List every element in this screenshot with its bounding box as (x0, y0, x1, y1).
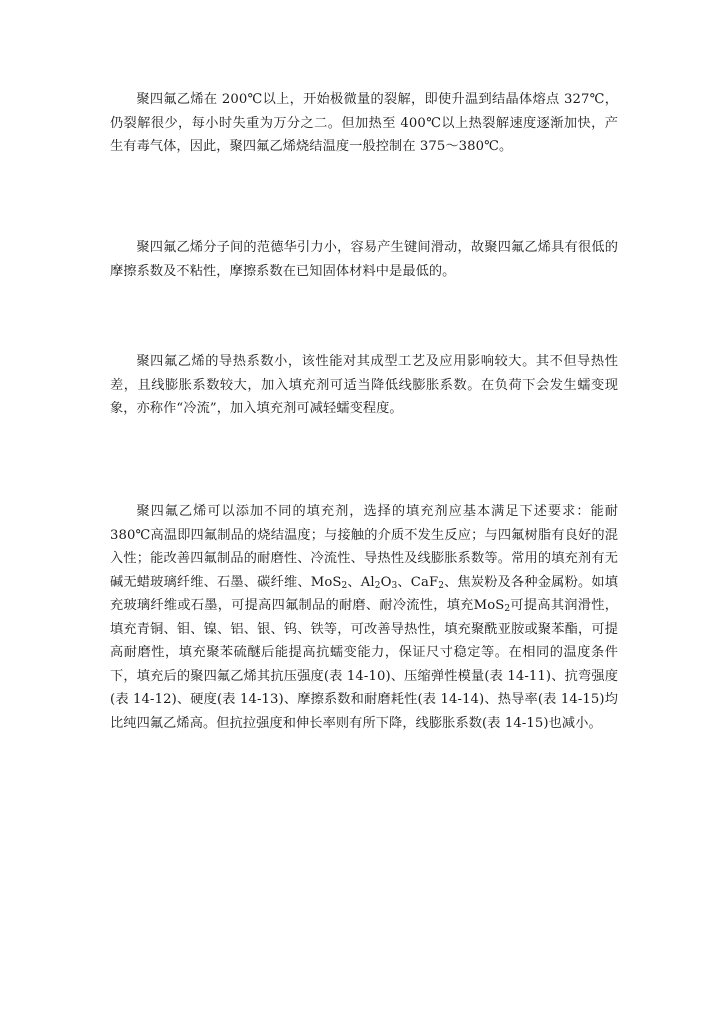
paragraph-fillers (110, 500, 618, 735)
subscript: 2 (438, 580, 445, 591)
subscript: 2 (504, 604, 511, 614)
paragraph-text: 聚四氟乙烯可以添加不同的填充剂，选择的填充剂应基本满足下述要求：能耐 380℃高温即四氟制品的烧结温度；与接触的介质不发生反应；与四氟树脂有良好的混入性；能改善四氟制品的耐磨性、冷流性、导热性及线膨胀系数等。常用的填充剂有无碱无蜡玻璃纤维、石墨、碳纤维、MoS (110, 504, 618, 590)
paragraph-text: 聚四氟乙烯在 200℃以上，开始极微量的裂解，即使升温到结晶体熔点 327℃，仍裂解很少，每小时失重为万分之二。但加热至 400℃以上热裂解速度逐渐加快，产生有毒气体，因此，聚四氟乙烯烧结温度一般控制在 375～380℃。 (110, 92, 618, 154)
subscript: 2 (341, 580, 348, 591)
paragraph-text: O (380, 574, 392, 590)
paragraph-text: 、Al (347, 574, 375, 590)
paragraph-text: 、焦炭粉及各种金属粉。如填充玻璃纤维或石墨，可提高四氟制品的耐磨、耐冷流性，填充MoS (110, 574, 618, 613)
paragraph-text: 、CaF (397, 574, 439, 590)
subscript: 3 (391, 580, 398, 591)
subscript: 2 (374, 580, 381, 591)
paragraph-thermal-conductivity (110, 350, 618, 421)
paragraph-text: 聚四氟乙烯的导热系数小，该性能对其成型工艺及应用影响较大。其不但导热性差，且线膨胀系数较大，加入填充剂可适当降低线膨胀系数。在负荷下会发生蠕变现象，亦称作“冷流”，加入填充剂可减轻蠕变程度。 (110, 354, 618, 416)
paragraph-friction (110, 236, 618, 283)
paragraph-thermal-decomposition (110, 88, 618, 159)
paragraph-text: 聚四氟乙烯分子间的范德华引力小，容易产生键间滑动，故聚四氟乙烯具有很低的摩擦系数及不粘性，摩擦系数在已知固体材料中是最低的。 (110, 240, 618, 279)
paragraph-text: 可提高其润滑性，填充青铜、钼、镍、铝、银、钨、铁等，可改善导热性，填充聚酰亚胺或聚苯酯，可提高耐磨性，填充聚苯硫醚后能提高抗蠕变能力，保证尺寸稳定等。在相同的温度条件下，填充后的聚四氟乙烯其抗压强度(表 14-10)、压缩弹性模量(表 14-11)、抗弯强度(表 14-12)、硬度(表 14-13)、摩擦系数和耐磨耗性(表 14-14)、热导率(表 14-15)均比纯四氟乙烯高。但抗拉强度和伸长率则有所下降，线膨胀系数(表 14-15)也减小。 (110, 598, 618, 731)
